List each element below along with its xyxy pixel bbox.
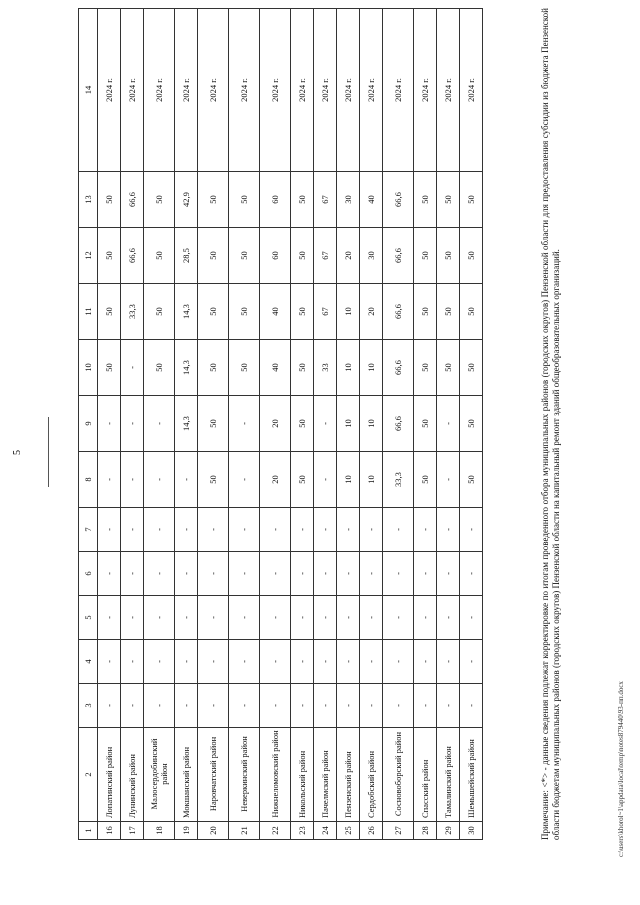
value-cell: - bbox=[291, 684, 314, 728]
value-cell: 50 bbox=[291, 284, 314, 340]
value-cell: - bbox=[360, 552, 383, 596]
value-cell: - bbox=[144, 452, 175, 508]
value-cell: 50 bbox=[414, 396, 437, 452]
value-cell: - bbox=[121, 640, 144, 684]
district-name: Сердобский район bbox=[360, 728, 383, 822]
value-cell: 33 bbox=[314, 340, 337, 396]
value-cell: - bbox=[198, 596, 229, 640]
deadline-cell: 2024 г. bbox=[383, 9, 414, 172]
value-cell: 60 bbox=[260, 172, 291, 228]
value-cell: - bbox=[314, 640, 337, 684]
value-cell: 50 bbox=[198, 396, 229, 452]
value-cell: - bbox=[314, 684, 337, 728]
value-cell: 50 bbox=[98, 228, 121, 284]
value-cell: - bbox=[314, 552, 337, 596]
value-cell: 50 bbox=[144, 284, 175, 340]
column-header: 12 bbox=[79, 228, 98, 284]
table-row bbox=[314, 9, 337, 840]
value-cell: - bbox=[414, 508, 437, 552]
row-number: 17 bbox=[121, 822, 144, 840]
table-row bbox=[175, 9, 198, 840]
row-number: 30 bbox=[460, 822, 483, 840]
row-number: 24 bbox=[314, 822, 337, 840]
value-cell: 50 bbox=[198, 452, 229, 508]
value-cell: - bbox=[98, 640, 121, 684]
column-header: 5 bbox=[79, 596, 98, 640]
value-cell: 66,6 bbox=[383, 172, 414, 228]
district-name: Лунинский район bbox=[121, 728, 144, 822]
value-cell: - bbox=[437, 552, 460, 596]
table-row bbox=[291, 9, 314, 840]
value-cell: 50 bbox=[414, 284, 437, 340]
value-cell: 50 bbox=[460, 452, 483, 508]
table-row bbox=[144, 9, 175, 840]
column-header: 2 bbox=[79, 728, 98, 822]
deadline-cell: 2024 г. bbox=[144, 9, 175, 172]
value-cell: 66,6 bbox=[383, 284, 414, 340]
district-name: Спасский район bbox=[414, 728, 437, 822]
value-cell: - bbox=[175, 508, 198, 552]
value-cell: - bbox=[198, 508, 229, 552]
value-cell: 20 bbox=[260, 452, 291, 508]
value-cell: 50 bbox=[144, 228, 175, 284]
value-cell: 50 bbox=[291, 340, 314, 396]
row-number: 26 bbox=[360, 822, 383, 840]
deadline-cell: 2024 г. bbox=[460, 9, 483, 172]
value-cell: - bbox=[121, 596, 144, 640]
value-cell: - bbox=[121, 340, 144, 396]
value-cell: 40 bbox=[260, 284, 291, 340]
value-cell: - bbox=[383, 684, 414, 728]
page-number: 5 bbox=[12, 450, 23, 455]
value-cell: 50 bbox=[198, 340, 229, 396]
column-header: 4 bbox=[79, 640, 98, 684]
value-cell: 50 bbox=[437, 228, 460, 284]
note-text: Примечание: <*> - данные сведения подлежат корректировке по итогам проведенного отбора муниципальных районов (городских округов) Пензенской области для предоставления субсидии из бюджета Пензенской области бюджетам муниципальных районов (городских округов) Пензенской области на капитальный ремонт зданий общеобразовательных организаций. bbox=[540, 8, 561, 840]
value-cell: - bbox=[437, 596, 460, 640]
row-number: 19 bbox=[175, 822, 198, 840]
table-row bbox=[383, 9, 414, 840]
district-name: Пачелмский район bbox=[314, 728, 337, 822]
value-cell: 50 bbox=[144, 172, 175, 228]
value-cell: 14,3 bbox=[175, 396, 198, 452]
value-cell: 50 bbox=[229, 340, 260, 396]
value-cell: - bbox=[360, 508, 383, 552]
value-cell: - bbox=[337, 684, 360, 728]
value-cell: 30 bbox=[360, 228, 383, 284]
value-cell: - bbox=[337, 596, 360, 640]
value-cell: 14,3 bbox=[175, 340, 198, 396]
district-name: Сосновоборский район bbox=[383, 728, 414, 822]
value-cell: 10 bbox=[337, 452, 360, 508]
table-row bbox=[360, 9, 383, 840]
value-cell: 42,9 bbox=[175, 172, 198, 228]
column-header: 1 bbox=[79, 822, 98, 840]
value-cell: 50 bbox=[460, 396, 483, 452]
district-name: Неверкинский район bbox=[229, 728, 260, 822]
row-number: 18 bbox=[144, 822, 175, 840]
value-cell: - bbox=[98, 684, 121, 728]
value-cell: - bbox=[414, 552, 437, 596]
value-cell: - bbox=[360, 684, 383, 728]
file-path: c:\users\khorol~1\appdata\local\temp\notes879440\93-пп.docx bbox=[617, 681, 625, 857]
table-row bbox=[337, 9, 360, 840]
value-cell: 14,3 bbox=[175, 284, 198, 340]
value-cell: 67 bbox=[314, 228, 337, 284]
district-name: Никольский район bbox=[291, 728, 314, 822]
row-number: 27 bbox=[383, 822, 414, 840]
table-header-row bbox=[79, 9, 98, 840]
value-cell: - bbox=[98, 396, 121, 452]
value-cell: - bbox=[198, 640, 229, 684]
deadline-cell: 2024 г. bbox=[414, 9, 437, 172]
value-cell: - bbox=[229, 552, 260, 596]
value-cell: - bbox=[414, 684, 437, 728]
value-cell: 20 bbox=[337, 228, 360, 284]
value-cell: 40 bbox=[260, 340, 291, 396]
value-cell: 40 bbox=[360, 172, 383, 228]
value-cell: 50 bbox=[198, 284, 229, 340]
value-cell: - bbox=[144, 508, 175, 552]
value-cell: 66,6 bbox=[383, 228, 414, 284]
row-number: 23 bbox=[291, 822, 314, 840]
value-cell: - bbox=[229, 684, 260, 728]
value-cell: - bbox=[383, 640, 414, 684]
value-cell: - bbox=[437, 452, 460, 508]
value-cell: - bbox=[337, 508, 360, 552]
value-cell: 50 bbox=[229, 172, 260, 228]
deadline-cell: 2024 г. bbox=[437, 9, 460, 172]
district-name: Нижнеломовский район bbox=[260, 728, 291, 822]
row-number: 22 bbox=[260, 822, 291, 840]
column-header: 9 bbox=[79, 396, 98, 452]
value-cell: - bbox=[198, 684, 229, 728]
value-cell: - bbox=[460, 596, 483, 640]
value-cell: - bbox=[98, 552, 121, 596]
deadline-cell: 2024 г. bbox=[337, 9, 360, 172]
value-cell: 50 bbox=[229, 284, 260, 340]
value-cell: - bbox=[121, 684, 144, 728]
value-cell: - bbox=[144, 640, 175, 684]
value-cell: - bbox=[383, 508, 414, 552]
value-cell: - bbox=[360, 640, 383, 684]
value-cell: - bbox=[98, 596, 121, 640]
table-row bbox=[198, 9, 229, 840]
district-name: Мокшанский район bbox=[175, 728, 198, 822]
value-cell: - bbox=[175, 596, 198, 640]
row-number: 29 bbox=[437, 822, 460, 840]
row-number: 21 bbox=[229, 822, 260, 840]
value-cell: 50 bbox=[291, 396, 314, 452]
value-cell: - bbox=[260, 640, 291, 684]
value-cell: - bbox=[383, 552, 414, 596]
value-cell: - bbox=[260, 596, 291, 640]
value-cell: - bbox=[229, 452, 260, 508]
value-cell: - bbox=[437, 640, 460, 684]
value-cell: 67 bbox=[314, 172, 337, 228]
deadline-cell: 2024 г. bbox=[314, 9, 337, 172]
value-cell: 50 bbox=[414, 340, 437, 396]
value-cell: 66,6 bbox=[121, 172, 144, 228]
value-cell: - bbox=[98, 508, 121, 552]
value-cell: 50 bbox=[437, 284, 460, 340]
column-header: 10 bbox=[79, 340, 98, 396]
value-cell: - bbox=[291, 596, 314, 640]
district-name: Тамалинский район bbox=[437, 728, 460, 822]
deadline-cell: 2024 г. bbox=[291, 9, 314, 172]
value-cell: 67 bbox=[314, 284, 337, 340]
column-header: 6 bbox=[79, 552, 98, 596]
district-name: Пензенский район bbox=[337, 728, 360, 822]
value-cell: 30 bbox=[337, 172, 360, 228]
value-cell: 50 bbox=[98, 284, 121, 340]
value-cell: - bbox=[314, 596, 337, 640]
value-cell: 66,6 bbox=[121, 228, 144, 284]
district-name: Лопатинский район bbox=[98, 728, 121, 822]
value-cell: - bbox=[121, 452, 144, 508]
value-cell: - bbox=[175, 552, 198, 596]
value-cell: 28,5 bbox=[175, 228, 198, 284]
value-cell: - bbox=[144, 684, 175, 728]
value-cell: - bbox=[460, 552, 483, 596]
divider-line bbox=[48, 417, 49, 487]
district-name: Малосердобинский район bbox=[144, 728, 175, 822]
table-row bbox=[121, 9, 144, 840]
row-number: 20 bbox=[198, 822, 229, 840]
value-cell: - bbox=[175, 640, 198, 684]
value-cell: - bbox=[229, 640, 260, 684]
table-row bbox=[437, 9, 460, 840]
value-cell: - bbox=[437, 396, 460, 452]
table-row bbox=[460, 9, 483, 840]
value-cell: 33,3 bbox=[383, 452, 414, 508]
deadline-cell: 2024 г. bbox=[260, 9, 291, 172]
value-cell: 50 bbox=[414, 228, 437, 284]
value-cell: - bbox=[229, 508, 260, 552]
value-cell: - bbox=[414, 596, 437, 640]
column-header: 13 bbox=[79, 172, 98, 228]
value-cell: 10 bbox=[360, 452, 383, 508]
value-cell: - bbox=[229, 596, 260, 640]
column-header: 14 bbox=[79, 9, 98, 172]
value-cell: - bbox=[337, 640, 360, 684]
value-cell: - bbox=[383, 596, 414, 640]
value-cell: 10 bbox=[360, 340, 383, 396]
value-cell: - bbox=[260, 684, 291, 728]
deadline-cell: 2024 г. bbox=[175, 9, 198, 172]
value-cell: 33,3 bbox=[121, 284, 144, 340]
value-cell: - bbox=[144, 552, 175, 596]
value-cell: 50 bbox=[414, 172, 437, 228]
value-cell: - bbox=[460, 508, 483, 552]
value-cell: - bbox=[360, 596, 383, 640]
deadline-cell: 2024 г. bbox=[121, 9, 144, 172]
value-cell: - bbox=[175, 684, 198, 728]
deadline-cell: 2024 г. bbox=[229, 9, 260, 172]
value-cell: 10 bbox=[337, 340, 360, 396]
value-cell: 66,6 bbox=[383, 396, 414, 452]
value-cell: - bbox=[98, 452, 121, 508]
value-cell: - bbox=[198, 552, 229, 596]
value-cell: - bbox=[314, 508, 337, 552]
value-cell: - bbox=[437, 684, 460, 728]
value-cell: - bbox=[291, 640, 314, 684]
value-cell: - bbox=[229, 396, 260, 452]
table-row bbox=[98, 9, 121, 840]
value-cell: 50 bbox=[460, 284, 483, 340]
value-cell: 10 bbox=[337, 396, 360, 452]
table-row bbox=[414, 9, 437, 840]
row-number: 16 bbox=[98, 822, 121, 840]
value-cell: 50 bbox=[437, 172, 460, 228]
value-cell: 50 bbox=[460, 172, 483, 228]
indicator-table bbox=[78, 8, 483, 840]
column-header: 8 bbox=[79, 452, 98, 508]
value-cell: - bbox=[175, 452, 198, 508]
value-cell: - bbox=[460, 640, 483, 684]
value-cell: 50 bbox=[437, 340, 460, 396]
value-cell: 50 bbox=[291, 452, 314, 508]
value-cell: 50 bbox=[291, 172, 314, 228]
table-row bbox=[260, 9, 291, 840]
value-cell: - bbox=[291, 552, 314, 596]
value-cell: - bbox=[260, 508, 291, 552]
value-cell: - bbox=[144, 596, 175, 640]
value-cell: 50 bbox=[144, 340, 175, 396]
column-header: 3 bbox=[79, 684, 98, 728]
value-cell: - bbox=[460, 684, 483, 728]
value-cell: 10 bbox=[360, 396, 383, 452]
value-cell: 50 bbox=[98, 172, 121, 228]
column-header: 11 bbox=[79, 284, 98, 340]
value-cell: - bbox=[314, 452, 337, 508]
value-cell: - bbox=[437, 508, 460, 552]
value-cell: 20 bbox=[260, 396, 291, 452]
deadline-cell: 2024 г. bbox=[360, 9, 383, 172]
value-cell: - bbox=[414, 640, 437, 684]
value-cell: 50 bbox=[98, 340, 121, 396]
value-cell: - bbox=[314, 396, 337, 452]
value-cell: - bbox=[121, 552, 144, 596]
deadline-cell: 2024 г. bbox=[198, 9, 229, 172]
table-row bbox=[229, 9, 260, 840]
value-cell: 50 bbox=[460, 340, 483, 396]
row-number: 25 bbox=[337, 822, 360, 840]
district-name: Наровчатский район bbox=[198, 728, 229, 822]
value-cell: 50 bbox=[198, 228, 229, 284]
value-cell: 10 bbox=[337, 284, 360, 340]
value-cell: 60 bbox=[260, 228, 291, 284]
value-cell: 50 bbox=[414, 452, 437, 508]
row-number: 28 bbox=[414, 822, 437, 840]
value-cell: 50 bbox=[198, 172, 229, 228]
value-cell: 66,6 bbox=[383, 340, 414, 396]
district-name: Шемышейский район bbox=[460, 728, 483, 822]
value-cell: - bbox=[121, 396, 144, 452]
value-cell: - bbox=[121, 508, 144, 552]
value-cell: 50 bbox=[291, 228, 314, 284]
column-header: 7 bbox=[79, 508, 98, 552]
value-cell: - bbox=[144, 396, 175, 452]
value-cell: 20 bbox=[360, 284, 383, 340]
value-cell: 50 bbox=[229, 228, 260, 284]
value-cell: - bbox=[260, 552, 291, 596]
value-cell: 50 bbox=[460, 228, 483, 284]
deadline-cell: 2024 г. bbox=[98, 9, 121, 172]
value-cell: - bbox=[337, 552, 360, 596]
value-cell: - bbox=[291, 508, 314, 552]
